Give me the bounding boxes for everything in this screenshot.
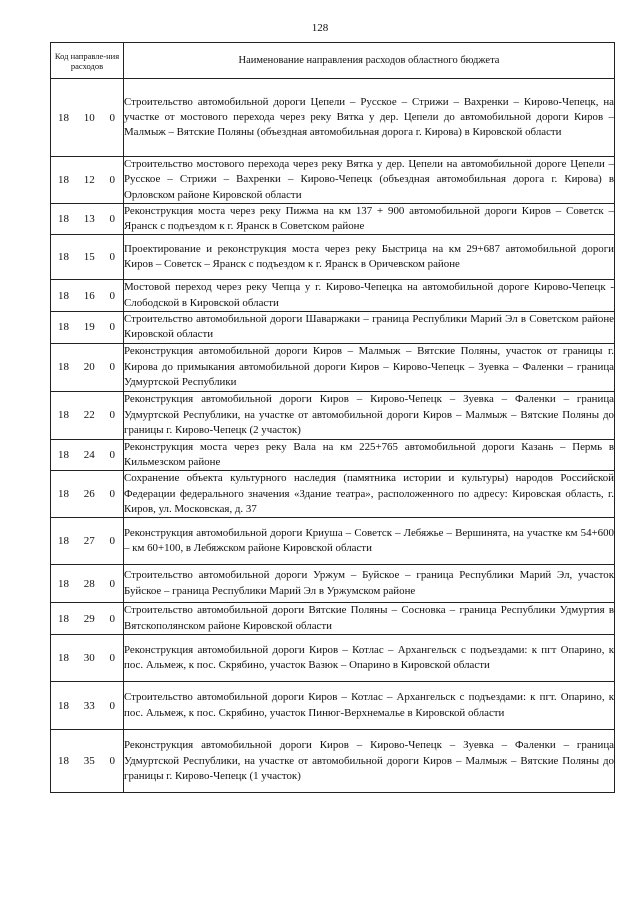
code-part-c3: 0 (109, 289, 115, 302)
row-description: Реконструкция автомобильной дороги Криуша – Советск – Лебяжье – Вершинята, на участке км 54+600 – км 60+100, в Лебяжском районе Кировской области (124, 518, 615, 565)
code-part-c3: 0 (109, 577, 115, 590)
code-part-c2: 22 (83, 409, 95, 422)
code-part-c1: 18 (58, 251, 69, 264)
row-description: Строительство автомобильной дороги Вятские Поляны – Сосновка – граница Республики Удмуртия в Вятскополянском районе Кировской области (124, 603, 615, 635)
header-code: Код направле-ния расходов (51, 43, 124, 79)
table-row (51, 439, 615, 471)
table-row (51, 682, 615, 730)
code-part-c3: 0 (109, 612, 115, 625)
table-row (51, 471, 615, 518)
row-description: Проектирование и реконструкция моста через реку Быстрица на км 29+687 автомобильной дороги Киров – Советск – Яранск с подъездом к г. Яранск в Оричевском районе (124, 235, 615, 280)
code-part-c1: 18 (58, 321, 69, 334)
budget-expenses-table (50, 42, 615, 793)
row-code (51, 682, 124, 730)
table-row (51, 635, 615, 682)
code-part-c1: 18 (58, 652, 69, 665)
code-part-c3: 0 (109, 111, 115, 124)
code-part-c2: 12 (83, 173, 95, 186)
code-part-c1: 18 (58, 699, 69, 712)
code-part-c1: 18 (58, 612, 69, 625)
code-part-c1: 18 (58, 289, 69, 302)
page-number: 128 (311, 22, 329, 34)
code-part-c2: 33 (83, 699, 95, 712)
code-part-c3: 0 (109, 448, 115, 461)
table-row (51, 343, 615, 391)
code-part-c1: 18 (58, 577, 69, 590)
table-row (51, 603, 615, 635)
row-description: Реконструкция автомобильной дороги Киров – Кирово-Чепецк – Зуевка – Фаленки – граница Удмуртской Республики, на участке от автомобильной дороги Киров – Малмыж – Вятские Поляны до границы г. Кирово-Чепецк (2 участок) (124, 391, 615, 439)
row-code (51, 471, 124, 518)
code-part-c3: 0 (109, 173, 115, 186)
code-part-c1: 18 (58, 535, 69, 548)
code-part-c1: 18 (58, 488, 69, 501)
code-part-c3: 0 (109, 251, 115, 264)
table-row (51, 518, 615, 565)
row-code (51, 603, 124, 635)
row-description: Строительство автомобильной дороги Киров – Котлас – Архангельск с подъездами: к пгт. Опарино, к пос. Альмеж, к пос. Скрябино, участок Пинюг-Верхнемалье в Кировской области (124, 682, 615, 730)
code-part-c2: 10 (83, 111, 95, 124)
row-description: Мостовой переход через реку Чепца у г. Кирово-Чепецка на автомобильной дороге Кирово-Чепецк - Слободской в Кировской области (124, 280, 615, 312)
row-description: Строительство автомобильной дороги Шаваржаки – граница Республики Марий Эл в Советском районе Кировской области (124, 312, 615, 344)
row-code (51, 79, 124, 157)
table-body (51, 79, 615, 793)
row-description: Строительство мостового перехода через реку Вятка у дер. Цепели на автомобильной дороге Цепели – Русское – Стрижи – Вахренки – Кирово-Чепецк (объездная автомобильная дорога г. Кирова) в Орловском районе Кировской области (124, 157, 615, 204)
table-header-row (51, 43, 615, 79)
code-part-c2: 28 (83, 577, 95, 590)
row-code (51, 635, 124, 682)
code-part-c3: 0 (109, 652, 115, 665)
row-code (51, 730, 124, 793)
code-part-c2: 30 (83, 652, 95, 665)
code-part-c2: 19 (83, 321, 95, 334)
code-part-c2: 15 (83, 251, 95, 264)
table-row (51, 312, 615, 344)
code-part-c3: 0 (109, 699, 115, 712)
code-part-c2: 20 (83, 361, 95, 374)
row-code (51, 280, 124, 312)
table-row (51, 280, 615, 312)
row-description: Строительство автомобильной дороги Уржум – Буйское – граница Республики Марий Эл, участок Буйское – граница Республики Марий Эл в Уржумском районе (124, 565, 615, 603)
row-code (51, 343, 124, 391)
code-part-c1: 18 (58, 173, 69, 186)
code-part-c3: 0 (109, 213, 115, 226)
row-description: Сохранение объекта культурного наследия (памятника истории и культуры) народов Российской Федерации федерального значения «Здание театра», расположенного по адресу: Кировская область, г. Киров, ул. Московская, д. 37 (124, 471, 615, 518)
row-description: Реконструкция автомобильной дороги Киров – Кирово-Чепецк – Зуевка – Фаленки – граница Удмуртской Республики, на участке от автомобильной дороги Киров – Малмыж – Вятские Поляны до границы г. Кирово-Чепецк (1 участок) (124, 730, 615, 793)
code-part-c3: 0 (109, 409, 115, 422)
row-description: Реконструкция моста через реку Вала на км 225+765 автомобильной дороги Казань – Пермь в Кильмезском районе (124, 439, 615, 471)
header-name: Наименование направления расходов областного бюджета (124, 43, 615, 79)
code-part-c1: 18 (58, 111, 69, 124)
table-row (51, 203, 615, 235)
code-part-c1: 18 (58, 448, 69, 461)
table-row (51, 730, 615, 793)
code-part-c1: 18 (58, 213, 69, 226)
row-description: Реконструкция автомобильной дороги Киров – Малмыж – Вятские Поляны, участок от границы г. Кирова до примыкания автомобильной дороги Киров – Кирово-Чепецк – Зуевка – Фаленки – граница Удмуртской Республики (124, 343, 615, 391)
code-part-c1: 18 (58, 409, 69, 422)
code-part-c3: 0 (109, 321, 115, 334)
row-code (51, 391, 124, 439)
row-code (51, 235, 124, 280)
code-part-c3: 0 (109, 535, 115, 548)
row-description: Реконструкция автомобильной дороги Киров – Котлас – Архангельск с подъездами: к пгт Опарино, к пос. Альмеж, к пос. Скрябино, участок Вазюк – Опарино в Кировской области (124, 635, 615, 682)
code-part-c1: 18 (58, 361, 69, 374)
code-part-c2: 27 (83, 535, 95, 548)
table-row (51, 565, 615, 603)
table-row (51, 79, 615, 157)
row-description: Реконструкция моста через реку Пижма на км 137 + 900 автомобильной дороги Киров – Советск – Яранск с подъездом к г. Яранск в Советском районе (124, 203, 615, 235)
code-part-c3: 0 (109, 361, 115, 374)
code-part-c2: 29 (83, 612, 95, 625)
code-part-c2: 13 (83, 213, 95, 226)
code-part-c1: 18 (58, 755, 69, 768)
row-code (51, 157, 124, 204)
row-code (51, 565, 124, 603)
row-code (51, 312, 124, 344)
code-part-c2: 24 (83, 448, 95, 461)
row-code (51, 518, 124, 565)
code-part-c2: 16 (83, 289, 95, 302)
code-part-c2: 35 (83, 755, 95, 768)
row-description: Строительство автомобильной дороги Цепели – Русское – Стрижи – Вахренки – Кирово-Чепецк, на участке от мостового перехода через реку Вятка у дер. Цепели до автомобильной дороги Киров – Малмыж – Вятские Поляны (объездная автомобильная дорога г. Кирова) в Кировской области (124, 79, 615, 157)
code-part-c2: 26 (83, 488, 95, 501)
code-part-c3: 0 (109, 488, 115, 501)
row-code (51, 203, 124, 235)
table-row (51, 235, 615, 280)
code-part-c3: 0 (109, 755, 115, 768)
row-code (51, 439, 124, 471)
table-row (51, 391, 615, 439)
table-row (51, 157, 615, 204)
